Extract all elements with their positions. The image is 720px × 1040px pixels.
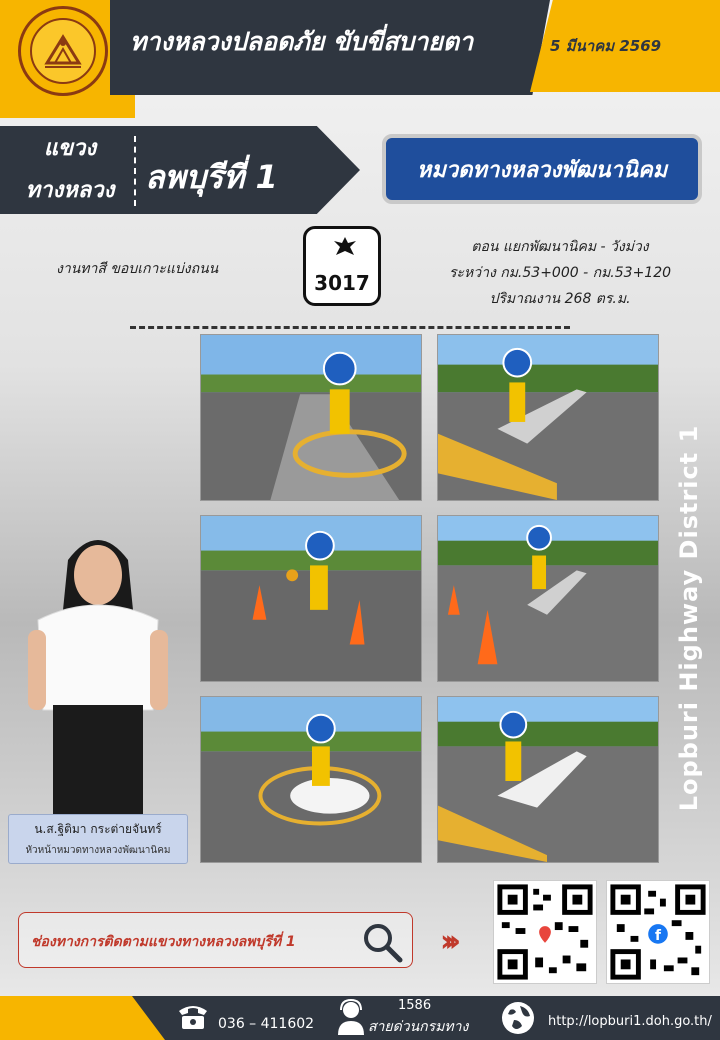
qr-code-icon [607,881,709,983]
work-section: ตอน แยกพัฒนานิคม - วังม่วง [471,239,649,255]
svg-text:f: f [655,927,661,944]
work-quantity: ปริมาณงาน 268 ตร.ม. [489,291,631,307]
unit-name-box [382,134,702,204]
phone-icon [176,1001,210,1031]
person-name-box [8,814,188,864]
work-details [420,234,700,312]
chevrons-right-icon: ››› [440,924,454,959]
qr-code-map[interactable] [493,880,597,984]
footer-phone: 036 – 411602 [218,1016,315,1032]
work-photo [437,334,659,501]
person-name: น.ส.ฐิติมา กระต่ายจันทร์ [34,822,162,836]
district-name: ลพบุรีที่ 1 [145,158,278,196]
call-center-icon [336,999,366,1035]
district-label-line1: แขวง [43,136,97,161]
footer-hotline-label: สายด่วนกรมทาง [368,1019,469,1035]
work-photo [200,515,422,682]
work-photo [200,696,422,863]
footer-url[interactable]: http://lopburi1.doh.go.th/ [548,1014,712,1029]
page-title: ทางหลวงปลอดภัย ขับขี่สบายตา [130,27,474,56]
unit-name: หมวดทางหลวงพัฒนานิคม [416,157,668,183]
search-icon [360,920,404,964]
person-photo [18,520,178,820]
follow-box[interactable] [18,912,413,968]
district-divider [134,136,136,206]
footer-hotline-number: 1586 [398,998,432,1013]
side-banner-text: Lopburi Highway District 1 [675,424,703,812]
qr-code-facebook[interactable] [606,880,710,984]
department-of-highways-emblem-icon [41,29,85,73]
route-number: 3017 [314,271,370,295]
work-photo [200,334,422,501]
garuda-icon [332,235,358,261]
route-shield [303,226,381,306]
globe-icon [500,1000,536,1036]
follow-text: ช่องทางการติดตามแขวงทางหลวงลพบุรีที่ 1 [31,934,296,950]
work-type: งานทาสี ขอบเกาะแบ่งถนน [56,261,219,277]
qr-code-icon [494,881,596,983]
work-photo [437,696,659,863]
person-position: หัวหน้าหมวดทางหลวงพัฒนานิคม [25,845,171,856]
work-range: ระหว่าง กม.53+000 - กม.53+120 [448,265,672,281]
date-label: 5 มีนาคม 2569 [550,37,662,55]
separator [130,326,570,329]
work-photo [437,515,659,682]
district-label-line2: ทางหลวง [25,178,115,203]
department-logo [18,6,108,96]
